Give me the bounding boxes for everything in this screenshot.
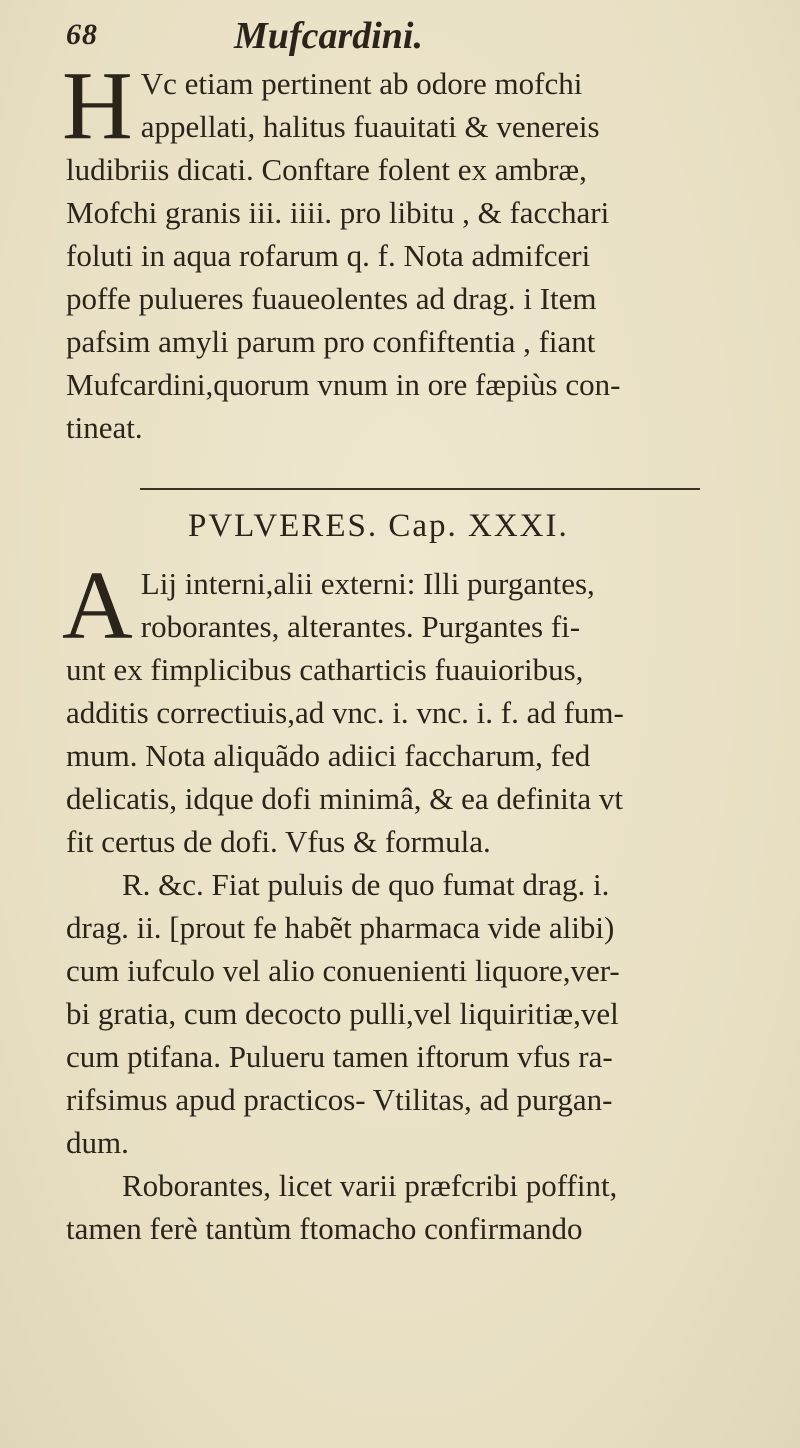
section-heading: PVLVERES. Cap. XXXI.	[188, 508, 569, 544]
dropcap-h: H	[62, 52, 133, 160]
page-number: 68	[66, 18, 98, 51]
text-line: Vc etiam pertinent ab odore mofchi	[140, 66, 583, 101]
text-line: cum ptifana. Pulueru tamen iftorum vfus ra-	[66, 1039, 613, 1074]
text-line: roborantes, alterantes. Purgantes fi-	[140, 609, 581, 644]
text-line: delicatis, idque dofi minimâ, & ea definita vt	[66, 781, 623, 816]
page-header	[66, 14, 766, 62]
text-line: tamen ferè tantùm ftomacho confirmando	[66, 1211, 583, 1246]
text-line: dum.	[66, 1125, 129, 1160]
text-line: bi gratia, cum decocto pulli,vel liquiritiæ,vel	[66, 996, 619, 1031]
dropcap-a: A	[62, 552, 133, 660]
text-line: foluti in aqua rofarum q. f. Nota admifceri	[66, 238, 591, 273]
text-line: R. &c. Fiat puluis de quo fumat drag. i.	[122, 867, 610, 902]
text-line: pafsim amyli parum pro confiftentia , fiant	[66, 324, 596, 359]
text-line: appellati, halitus fuauitati & venereis	[140, 109, 600, 144]
text-line: fit certus de dofi. Vfus & formula.	[66, 824, 491, 859]
text-line: Mufcardini,quorum vnum in ore fæpiùs con-	[66, 367, 621, 402]
text-line: cum iufculo vel alio conuenienti liquore,ver-	[66, 953, 620, 988]
text-line: additis correctiuis,ad vnc. i. vnc. i. f. ad fum-	[66, 695, 624, 730]
text-line: poffe pulueres fuaueolentes ad drag. i Item	[66, 281, 597, 316]
text-line: ludibriis dicati. Conftare folent ex ambræ,	[66, 152, 587, 187]
text-line: Lij interni,alii externi: Illi purgantes,	[140, 566, 595, 601]
text-line: Mofchi granis iii. iiii. pro libitu , & facchari	[66, 195, 610, 230]
section-divider	[140, 488, 700, 490]
text-line: tineat.	[66, 410, 143, 445]
text-line: unt ex fimplicibus catharticis fuauioribus,	[66, 652, 584, 687]
running-title: Mufcardini.	[234, 15, 423, 57]
paragraph-mufcardini	[62, 52, 770, 449]
text-line: mum. Nota aliquãdo adiici faccharum, fed	[66, 738, 591, 773]
text-line: drag. ii. [prout fe habẽt pharmaca vide alibi)	[66, 910, 615, 945]
paragraph-pulveres	[62, 552, 770, 1250]
text-line: rifsimus apud practicos- Vtilitas, ad purgan-	[66, 1082, 613, 1117]
text-line: Roborantes, licet varii præfcribi poffint,	[122, 1168, 618, 1203]
